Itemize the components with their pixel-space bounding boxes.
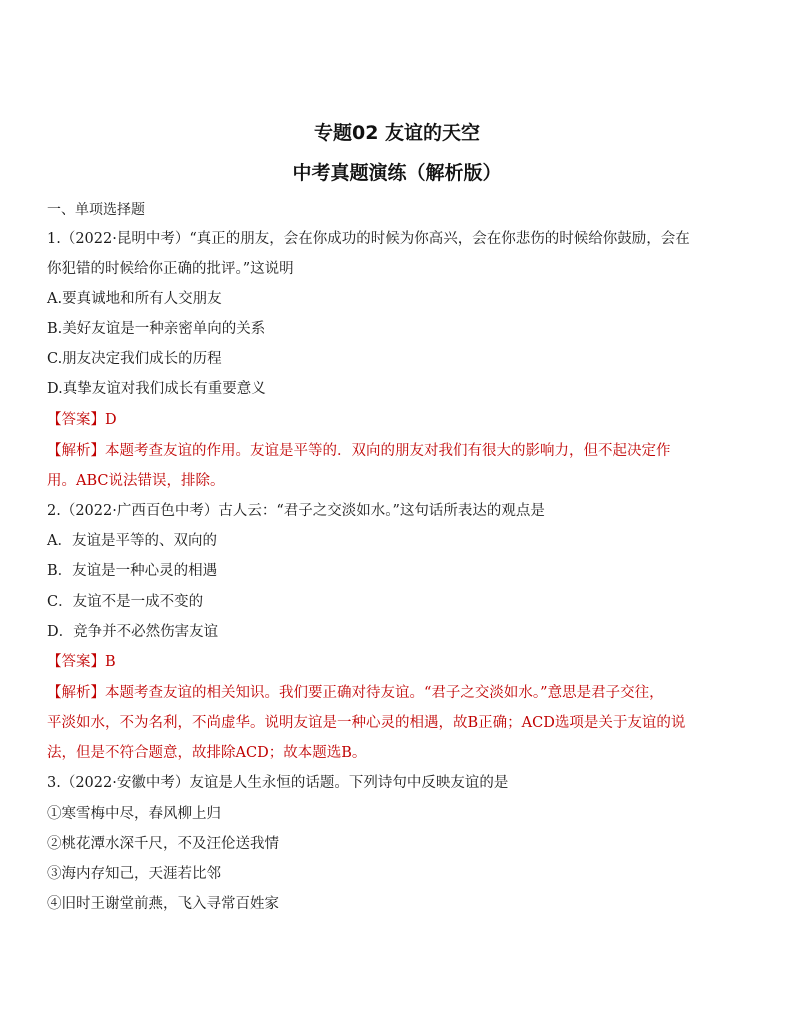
- answer-label: 【答案】: [47, 412, 105, 428]
- question-2-stem: 2.（2022·广西百色中考）古人云：“君子之交淡如水。”这句话所表达的观点是: [47, 503, 545, 519]
- question-1-analysis: [47, 441, 787, 461]
- answer-label: 【答案】: [47, 654, 105, 670]
- question-1-stem-cont: 你犯错的时候给你正确的批评。”这说明: [47, 261, 294, 277]
- question-2-option-a: A．友谊是平等的、双向的: [47, 533, 217, 549]
- question-2-analysis-cont: 平淡如水，不为名利，不尚虚华。说明友谊是一种心灵的相遇，故B正确；ACD选项是关于友谊的说: [47, 715, 686, 731]
- question-1-option-a: A.要真诚地和所有人交朋友: [47, 291, 222, 307]
- question-3-item-2: ②桃花潭水深千尺，不及汪伦送我情: [47, 836, 279, 852]
- document-subtitle: 中考真题演练（解析版）: [292, 162, 502, 184]
- question-1-option-b: B.美好友谊是一种亲密单向的关系: [47, 321, 266, 337]
- question-2-answer: [47, 652, 787, 672]
- question-2-option-d: D．竞争并不必然伤害友谊: [47, 624, 219, 640]
- analysis-text: 本题考查友谊的作用。友谊是平等的．双向的朋友对我们有很大的影响力，但不起决定作: [105, 443, 671, 459]
- question-2-option-b: B．友谊是一种心灵的相遇: [47, 563, 218, 579]
- question-2-analysis: [47, 683, 787, 703]
- question-3-item-1: ①寒雪梅中尽，春风柳上归: [47, 806, 221, 822]
- answer-value: D: [105, 412, 117, 428]
- question-3-item-4: ④旧时王谢堂前燕，飞入寻常百姓家: [47, 896, 279, 912]
- question-2-option-c: C．友谊不是一成不变的: [47, 594, 204, 610]
- analysis-text: 本题考查友谊的相关知识。我们要正确对待友谊。“君子之交淡如水。”意思是君子交往，: [105, 685, 664, 701]
- question-1-analysis-cont: 用。ABC说法错误，排除。: [47, 473, 225, 489]
- analysis-label: 【解析】: [47, 685, 105, 701]
- question-1-answer: [47, 410, 787, 430]
- question-3-stem: 3.（2022·安徽中考）友谊是人生永恒的话题。下列诗句中反映友谊的是: [47, 775, 509, 791]
- section-heading: 一、单项选择题: [47, 202, 145, 218]
- analysis-label: 【解析】: [47, 443, 105, 459]
- question-1-option-c: C.朋友决定我们成长的历程: [47, 351, 222, 367]
- question-1-option-d: D.真挚友谊对我们成长有重要意义: [47, 381, 266, 397]
- question-3-item-3: ③海内存知己，天涯若比邻: [47, 866, 221, 882]
- question-1-stem: 1.（2022·昆明中考）“真正的朋友，会在你成功的时候为你高兴，会在你悲伤的时候给你鼓励，会在: [47, 231, 690, 247]
- answer-value: B: [105, 654, 116, 670]
- document-title: 专题02 友谊的天空: [313, 122, 481, 144]
- question-2-analysis-cont: 法，但是不符合题意，故排除ACD；故本题选B。: [47, 745, 367, 761]
